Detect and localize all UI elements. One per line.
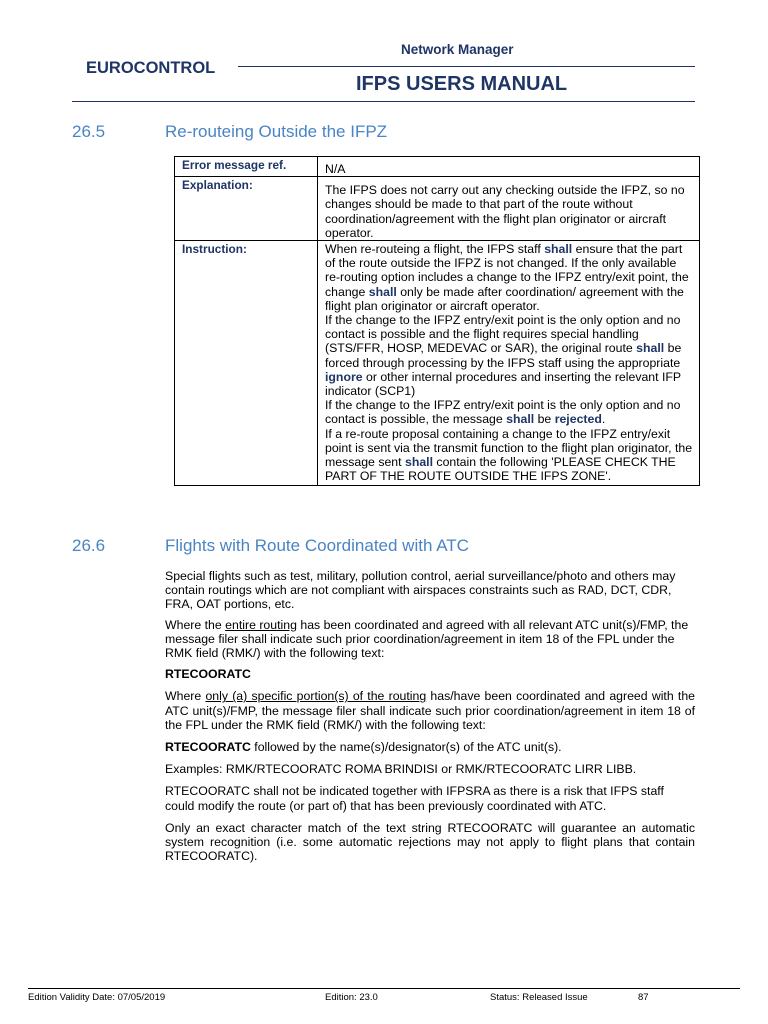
error-ref-value bbox=[318, 157, 700, 177]
table-row bbox=[175, 177, 700, 241]
paragraph: RTECOORATC followed by the name(s)/designator(s) of the ATC unit(s). bbox=[165, 740, 562, 755]
instruction-para-3: If the change to the IFPZ entry/exit point is the only option and no contact is possible, the message shall be rejected. bbox=[325, 398, 681, 427]
table-row bbox=[175, 241, 700, 486]
header-subtitle: Network Manager bbox=[401, 42, 514, 57]
explanation-label: Explanation: bbox=[175, 177, 318, 241]
footer-rule bbox=[28, 988, 740, 989]
paragraph: RTECOORATC shall not be indicated together with IFPSRA as there is a risk that IFPS staff could modify the route (or part of) that has been previously coordinated with ATC. bbox=[165, 784, 664, 813]
error-ref-label: Error message ref. bbox=[175, 157, 318, 177]
section-26-6-body bbox=[165, 569, 695, 863]
paragraph: Special flights such as test, military, pollution control, aerial surveillance/photo and others may contain routings which are not compliant with airspaces constraints such as RAD, DCT, CDR, FRA, OAT portions, etc. bbox=[165, 569, 676, 612]
header-rule-bottom bbox=[72, 101, 695, 102]
instruction-para-4: If a re-route proposal containing a change to the IFPZ entry/exit point is sent via the transmit function to the flight plan originator, the message sent shall contain the following 'PLEASE CHECK THE PART OF THE ROUTE OUTSIDE THE IFPS ZONE'. bbox=[325, 426, 693, 484]
instruction-para-2: If the change to the IFPZ entry/exit point is the only option and no contact is possible and the flight requires special handling (STS/FFR, HOSP, MEDEVAC or SAR), the original route shall be forced through processing by the IFPS staff using the appropriate ignore or other internal procedures and inserting the relevant IFP indicator (SCP1) bbox=[325, 313, 682, 399]
error-ref-text: N/A bbox=[325, 162, 346, 176]
header-rule-top bbox=[238, 66, 695, 67]
explanation-text: The IFPS does not carry out any checking outside the IFPZ, so no changes should be made to that part of the route without coordination/agreement with the flight plan originator or aircraft operator. bbox=[325, 183, 685, 240]
instruction-value bbox=[318, 241, 700, 486]
paragraph: Where the entire routing has been coordinated and agreed with all relevant ATC unit(s)/FMP, the message filer shall indicate such prior coordination/agreement in item 18 of the FPL under the RMK field (RMK/) with the following text: bbox=[165, 617, 689, 661]
paragraph: RTECOORATC bbox=[165, 667, 251, 682]
instruction-para-1: When re-routeing a flight, the IFPS staff shall ensure that the part of the route outside the IFPZ is not changed. If the only available re-routing option includes a change to the IFPZ entry/exit point, the change shall only be made after coordination/ agreement with the flight plan originator or aircraft operator. bbox=[325, 242, 689, 313]
header-brand: EUROCONTROL bbox=[86, 59, 216, 77]
instruction-label: Instruction: bbox=[175, 241, 318, 486]
paragraph: Only an exact character match of the text string RTECOORATC will guarantee an automatic system recognition (i.e. some automatic rejections may not apply to flight plans that contain RTECOORATC). bbox=[165, 820, 695, 864]
error-message-table bbox=[174, 156, 700, 486]
footer-validity: Edition Validity Date: 07/05/2019 bbox=[28, 992, 166, 1003]
table-row bbox=[175, 157, 700, 177]
explanation-value bbox=[318, 177, 700, 241]
section-26-5-number: 26.5 bbox=[72, 122, 106, 141]
header-title: IFPS USERS MANUAL bbox=[356, 73, 568, 95]
footer-page-number: 87 bbox=[638, 992, 649, 1003]
footer-status: Status: Released Issue bbox=[490, 992, 588, 1003]
section-26-6-number: 26.6 bbox=[72, 536, 106, 555]
footer-edition: Edition: 23.0 bbox=[325, 992, 378, 1003]
section-26-6-title: Flights with Route Coordinated with ATC bbox=[165, 536, 469, 555]
paragraph: Where only (a) specific portion(s) of the routing has/have been coordinated and agreed with the ATC unit(s)/FMP, the message filer shall indicate such prior coordination/agreement in item 18 of the FPL under the RMK field (RMK/) with the following text: bbox=[165, 689, 695, 732]
section-26-5-title: Re-routeing Outside the IFPZ bbox=[165, 122, 388, 141]
paragraph: Examples: RMK/RTECOORATC ROMA BRINDISI or RMK/RTECOORATC LIRR LIBB. bbox=[165, 762, 637, 777]
